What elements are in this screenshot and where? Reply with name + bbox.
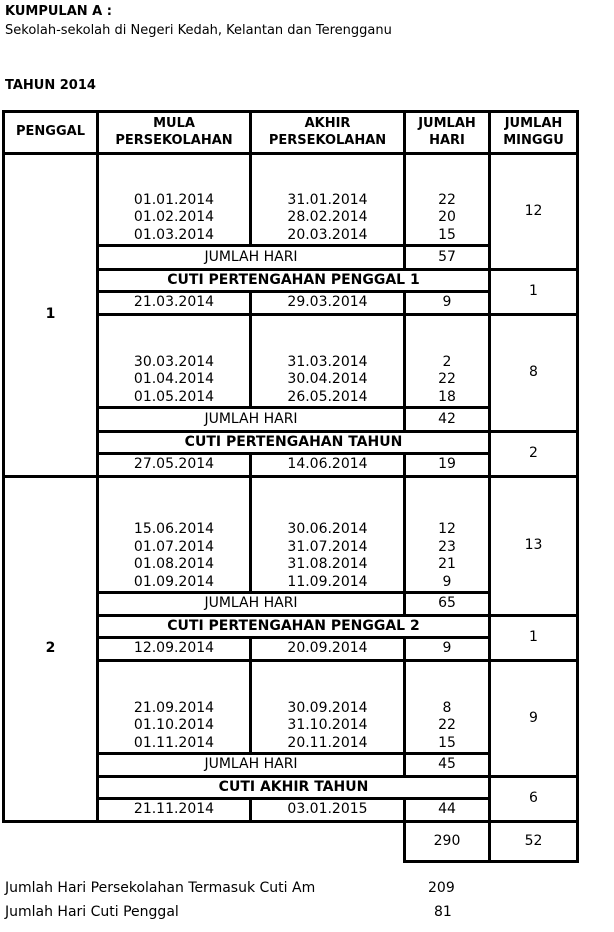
header-akhir: AKHIR PERSEKOLAHAN (251, 112, 405, 154)
p1-cuti2-hari: 19 (405, 454, 490, 477)
p1-b1-hari: 22 20 15 (405, 154, 490, 246)
total-minggu: 52 (490, 822, 578, 862)
p2-b1-mula: 15.06.2014 01.07.2014 01.08.2014 01.09.2014 (98, 477, 251, 593)
p2-cuti1-mula: 12.09.2014 (98, 638, 251, 661)
p1-b1-minggu: 12 (490, 154, 578, 270)
p1-b1-akhir: 31.01.2014 28.02.2014 20.03.2014 (251, 154, 405, 246)
p2-cuti1-akhir: 20.09.2014 (251, 638, 405, 661)
totals-row (4, 822, 578, 862)
p2-cuti1-hari: 9 (405, 638, 490, 661)
p1-cuti1-akhir: 29.03.2014 (251, 292, 405, 315)
p2-cuti2-mula: 21.11.2014 (98, 799, 251, 822)
footer-line-2-value: 81 (434, 904, 452, 920)
total-hari: 290 (405, 822, 490, 862)
p1-block1-row (4, 154, 578, 246)
p1-b2-subtotal-label: JUMLAH HARI (98, 408, 405, 432)
p2-b2-subtotal: 45 (405, 754, 490, 777)
footer-line-2-label: Jumlah Hari Cuti Penggal (5, 904, 179, 920)
p2-cuti1-minggu: 1 (490, 616, 578, 661)
p1-b2-subtotal: 42 (405, 408, 490, 432)
p2-b1-minggu: 13 (490, 477, 578, 616)
penggal-2-label: 2 (4, 477, 98, 822)
p1-cuti1-mula: 21.03.2014 (98, 292, 251, 315)
footer-line-1-value: 209 (428, 880, 455, 896)
p1-cuti1-title: CUTI PERTENGAHAN PENGGAL 1 (98, 270, 490, 292)
p1-cuti2-title: CUTI PERTENGAHAN TAHUN (98, 432, 490, 454)
p1-cuti2-akhir: 14.06.2014 (251, 454, 405, 477)
p2-cuti1-title: CUTI PERTENGAHAN PENGGAL 2 (98, 616, 490, 638)
p2-b2-mula: 21.09.2014 01.10.2014 01.11.2014 (98, 661, 251, 754)
p2-cuti2-title: CUTI AKHIR TAHUN (98, 777, 490, 799)
penggal-1-label: 1 (4, 154, 98, 477)
header-jumlah-hari: JUMLAH HARI (405, 112, 490, 154)
p2-b1-subtotal: 65 (405, 593, 490, 616)
p2-cuti2-minggu: 6 (490, 777, 578, 822)
p2-cuti2-akhir: 03.01.2015 (251, 799, 405, 822)
header-mula: MULA PERSEKOLAHAN (98, 112, 251, 154)
p1-b2-minggu: 8 (490, 315, 578, 432)
p1-b1-mula: 01.01.2014 01.02.2014 01.03.2014 (98, 154, 251, 246)
year-heading: TAHUN 2014 (5, 78, 96, 93)
p1-cuti1-minggu: 1 (490, 270, 578, 315)
p1-cuti2-mula: 27.05.2014 (98, 454, 251, 477)
states-heading: Sekolah-sekolah di Negeri Kedah, Kelantan dan Terengganu (5, 23, 392, 38)
p1-b2-akhir: 31.03.2014 30.04.2014 26.05.2014 (251, 315, 405, 408)
school-calendar-table (2, 110, 579, 863)
p2-b2-hari: 8 22 15 (405, 661, 490, 754)
group-heading: KUMPULAN A : (5, 4, 112, 19)
p1-b2-hari: 2 22 18 (405, 315, 490, 408)
p2-b2-akhir: 30.09.2014 31.10.2014 20.11.2014 (251, 661, 405, 754)
p2-b1-akhir: 30.06.2014 31.07.2014 31.08.2014 11.09.2014 (251, 477, 405, 593)
p2-b2-minggu: 9 (490, 661, 578, 777)
header-penggal: PENGGAL (4, 112, 98, 154)
p2-b1-hari: 12 23 21 9 (405, 477, 490, 593)
header-row (4, 112, 578, 154)
p1-cuti2-minggu: 2 (490, 432, 578, 477)
p2-b1-subtotal-label: JUMLAH HARI (98, 593, 405, 616)
p2-block1-row (4, 477, 578, 593)
p2-b2-subtotal-label: JUMLAH HARI (98, 754, 405, 777)
p1-b1-subtotal-label: JUMLAH HARI (98, 246, 405, 270)
footer-line-1-label: Jumlah Hari Persekolahan Termasuk Cuti Am (5, 880, 316, 896)
header-jumlah-minggu: JUMLAH MINGGU (490, 112, 578, 154)
p1-cuti1-hari: 9 (405, 292, 490, 315)
p2-cuti2-hari: 44 (405, 799, 490, 822)
p1-b2-mula: 30.03.2014 01.04.2014 01.05.2014 (98, 315, 251, 408)
p1-b1-subtotal: 57 (405, 246, 490, 270)
